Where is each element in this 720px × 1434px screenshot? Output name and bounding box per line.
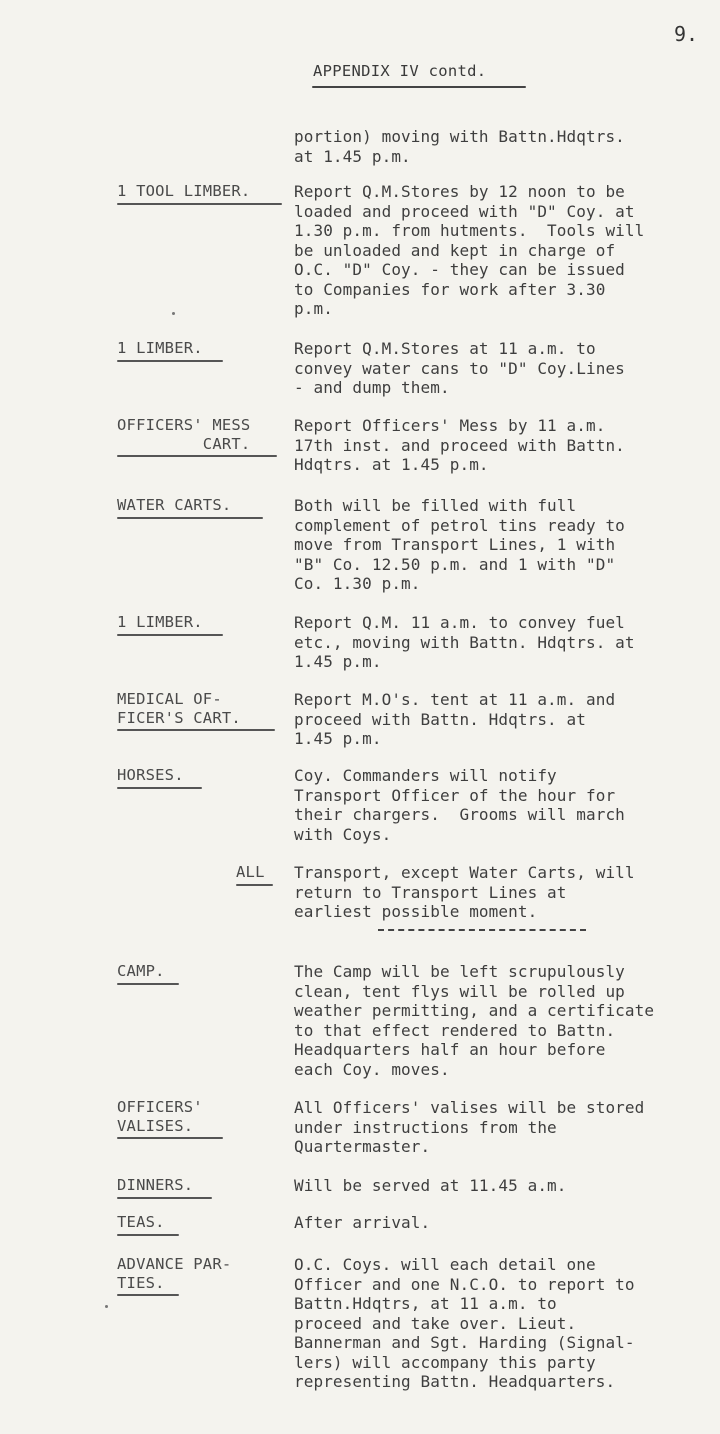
- entry-text: All Officers' valises will be stored under instructions from the Quartermaster.: [294, 1098, 645, 1156]
- heading-underline: [117, 1197, 212, 1199]
- heading-underline: [236, 884, 273, 886]
- entry-text: Both will be filled with full complement of petrol tins ready to move from Transport Lines, 1 with "B" Co. 12.50 p.m. and 1 with "D" Co. 1.30 p.m.: [294, 496, 625, 593]
- entry-text: The Camp will be left scrupulously clean, tent flys will be rolled up weather permitting, and a certificate to that effect rendered to Battn. Headquarters half an hour before each Coy. moves.: [294, 962, 655, 1079]
- heading-underline: [117, 1294, 179, 1296]
- entry-text: Report Officers' Mess by 11 a.m. 17th inst. and proceed with Battn. Hdqtrs. at 1.45 p.m.: [294, 416, 625, 474]
- entry-text: Report Q.M.Stores by 12 noon to be loaded and proceed with "D" Coy. at 1.30 p.m. from hutments. Tools will be unloaded and kept in charge of O.C. "D" Coy. - they can be issued to Companies for work after 3.30 p.m.: [294, 182, 645, 318]
- entry-heading: CAMP.: [117, 962, 165, 980]
- entry-heading: WATER CARTS.: [117, 496, 232, 514]
- heading-underline: [117, 634, 223, 636]
- continuation-text: portion) moving with Battn.Hdqtrs. at 1.45 p.m.: [294, 127, 625, 166]
- heading-underline: [117, 1137, 223, 1139]
- entry-heading: MEDICAL OF- FICER'S CART.: [117, 690, 241, 727]
- heading-underline: [117, 787, 202, 789]
- entry-text: Report Q.M. 11 a.m. to convey fuel etc., moving with Battn. Hdqtrs. at 1.45 p.m.: [294, 613, 635, 671]
- entry-text: Report M.O's. tent at 11 a.m. and proceed with Battn. Hdqtrs. at 1.45 p.m.: [294, 690, 616, 748]
- entry-text: Will be served at 11.45 a.m.: [294, 1176, 567, 1195]
- section-divider: [378, 929, 586, 931]
- heading-underline: [117, 203, 282, 205]
- title-underline: [312, 86, 526, 88]
- entry-heading: OFFICERS' MESS CART.: [117, 416, 251, 453]
- heading-underline: [117, 360, 223, 362]
- entry-text: After arrival.: [294, 1213, 431, 1232]
- heading-underline: [117, 455, 277, 457]
- entry-heading: 1 LIMBER.: [117, 613, 203, 631]
- document-title: APPENDIX IV contd.: [313, 62, 487, 80]
- page-number: 9.: [674, 22, 699, 46]
- entry-text: Report Q.M.Stores at 11 a.m. to convey water cans to "D" Coy.Lines - and dump them.: [294, 339, 625, 397]
- entry-heading: DINNERS.: [117, 1176, 194, 1194]
- entry-text: Transport, except Water Carts, will return to Transport Lines at earliest possible moment.: [294, 863, 635, 921]
- entry-text: Coy. Commanders will notify Transport Officer of the hour for their chargers. Grooms will march with Coys.: [294, 766, 625, 844]
- entry-heading: 1 TOOL LIMBER.: [117, 182, 251, 200]
- heading-underline: [117, 517, 263, 519]
- entry-text: O.C. Coys. will each detail one Officer and one N.C.O. to report to Battn.Hdqtrs, at 11 a.m. to proceed and take over. Lieut. Bannerman and Sgt. Harding (Signal- lers) will accompany this party representing Battn. Headquarters.: [294, 1255, 635, 1391]
- entry-heading: OFFICERS' VALISES.: [117, 1098, 203, 1135]
- entry-heading: 1 LIMBER.: [117, 339, 203, 357]
- entry-heading: ADVANCE PAR- TIES.: [117, 1255, 232, 1292]
- entry-heading: TEAS.: [117, 1213, 165, 1231]
- entry-heading: ALL: [236, 863, 265, 881]
- heading-underline: [117, 729, 275, 731]
- entry-heading: HORSES.: [117, 766, 184, 784]
- heading-underline: [117, 1234, 179, 1236]
- paper-speck: [172, 312, 175, 315]
- paper-speck: [105, 1305, 108, 1308]
- heading-underline: [117, 983, 179, 985]
